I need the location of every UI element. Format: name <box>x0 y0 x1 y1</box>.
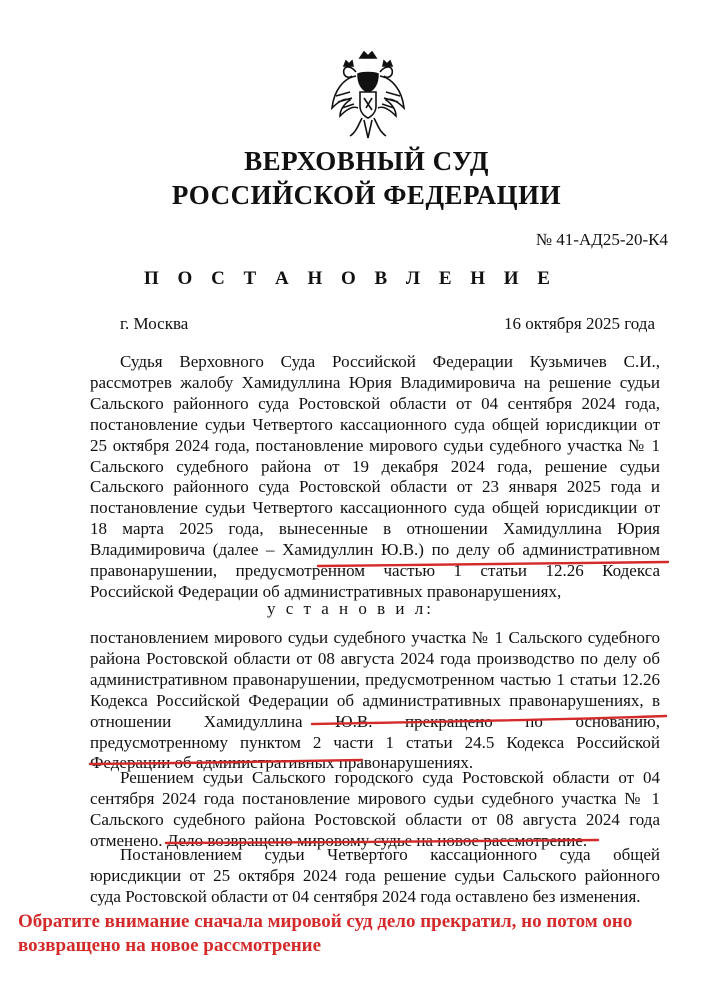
city: г. Москва <box>120 314 189 333</box>
court-name-line1: ВЕРХОВНЫЙ СУД <box>244 146 489 176</box>
document-type-heading: П О С Т А Н О В Л Е Н И Е <box>144 268 557 289</box>
double-headed-eagle-emblem-icon <box>328 50 408 142</box>
paragraph-1: Судья Верховного Суда Российской Федерации Кузьмичев С.И., рассмотрев жалобу Хамидуллина Юрия Владимировича на решение судьи Сальского районного суда Ростовской области от 04 сентября 2024 года, постановление судьи Четвертого кассационного суда общей юрисдикции от 25 октября 2024 года, постановление мирового судьи судебного участка № 1 Сальского судебного района от 19 декабря 2024 года, решение судьи Сальского районного суда Ростовской области от 23 января 2025 года и постановление судьи Четвертого кассационного суда общей юрисдикции от 18 марта 2025 года, вынесенные в отношении Хамидуллина Юрия Владимировича (далее – Хамидуллин Ю.В.) по делу об административном правонарушении, предусмотренном частью 1 статьи 12.26 Кодекса Российской Федерации об административных правонарушениях, <box>90 352 660 601</box>
paragraph-3: Решением судьи Сальского городского суда Ростовской области от 04 сентября 2024 года постановление мирового судьи судебного участка № 1 Сальского судебного района Ростовской области от 08 августа 2024 года отменено. Дело возвращено мировому судье на новое рассмотрение. <box>90 768 660 850</box>
paragraph-4: Постановлением судьи Четвертого кассационного суда общей юрисдикции от 25 октября 2024 года решение судьи Сальского районного суда Ростовской области от 04 сентября 2024 года оставлено без изменения. <box>90 845 660 906</box>
paragraph-2: постановлением мирового судьи судебного участка № 1 Сальского судебного района Ростовской области от 08 августа 2024 года производство по делу об административном правонарушении, предусмотренном частью 1 статьи 12.26 Кодекса Российской Федерации об административных правонарушениях, в отношении Хамидуллина Ю.В. прекращено по основанию, предусмотренному пунктом 2 части 1 статьи 24.5 Кодекса Российской Федерации об административных правонарушениях. <box>90 628 660 773</box>
court-name-line2: РОССИЙСКОЙ ФЕДЕРАЦИИ <box>171 180 562 210</box>
document-date: 16 октября 2025 года <box>503 314 655 333</box>
annotation-note: Обратите внимание сначала мировой суд дело прекратил, но потом оно возвращено на новое рассмотрение <box>18 911 633 956</box>
established-heading: у с т а н о в и л: <box>267 599 434 618</box>
case-number: № 41-АД25-20-К4 <box>535 230 668 249</box>
